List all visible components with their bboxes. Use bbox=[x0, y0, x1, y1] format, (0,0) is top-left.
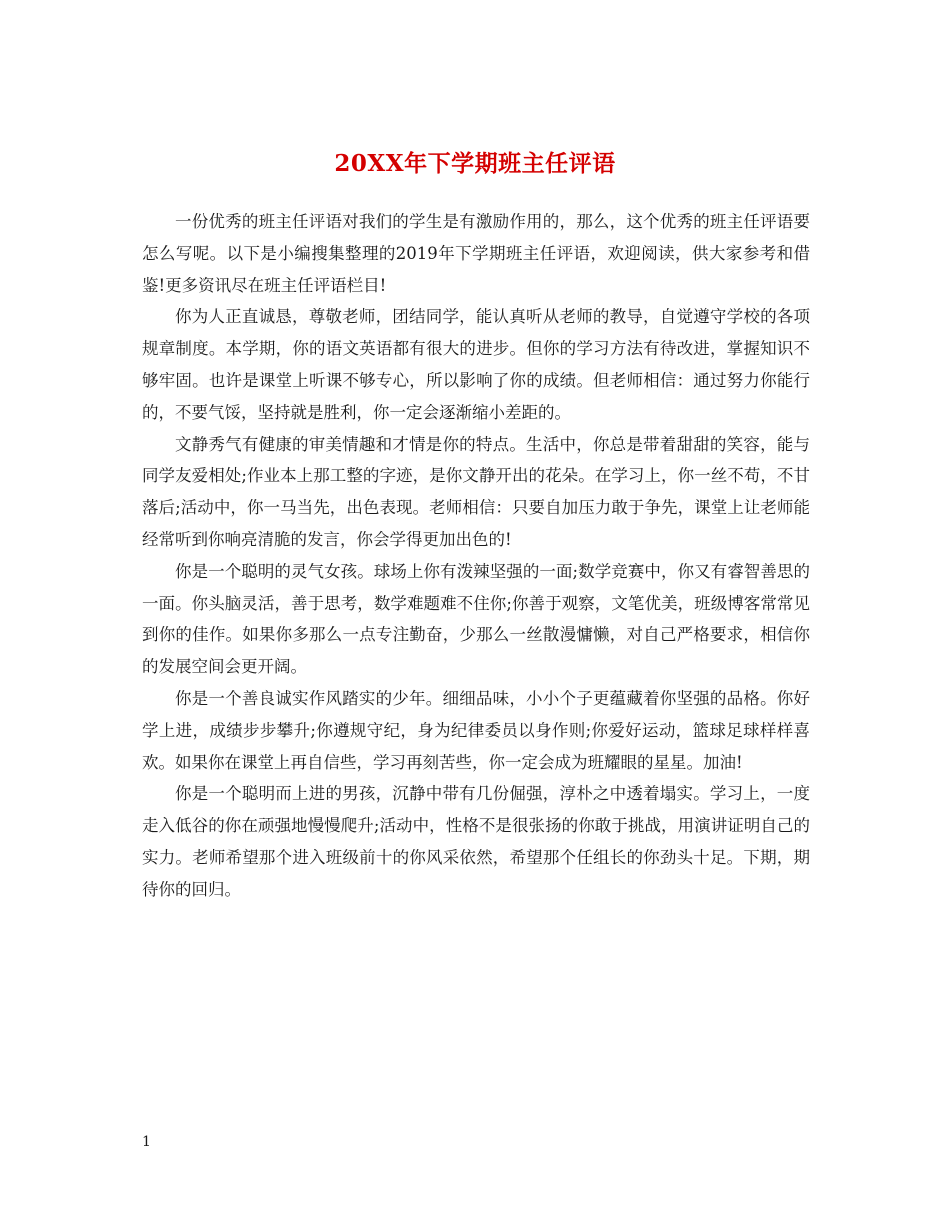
paragraph-comment-5: 你是一个聪明而上进的男孩，沉静中带有几份倔强，淳朴之中透着塌实。学习上，一度走入低谷的你在顽强地慢慢爬升;活动中，性格不是很张扬的你敢于挑战，用演讲证明自己的实力。老师希望那个进入班级前十的你风采依然，希望那个任组长的你劲头十足。下期，期待你的回归。 bbox=[142, 784, 810, 899]
paragraph-comment-1: 你为人正直诚恳，尊敬老师，团结同学，能认真听从老师的教导，自觉遵守学校的各项规章制度。本学期，你的语文英语都有很大的进步。但你的学习方法有待改进，掌握知识不够牢固。也许是课堂上听课不够专心，所以影响了你的成绩。但老师相信：通过努力你能行的，不要气馁，坚持就是胜利，你一定会逐渐缩小差距的。 bbox=[142, 307, 810, 422]
document-body bbox=[142, 206, 810, 906]
paragraph-intro: 一份优秀的班主任评语对我们的学生是有激励作用的，那么，这个优秀的班主任评语要怎么写呢。以下是小编搜集整理的2019年下学期班主任评语，欢迎阅读，供大家参考和借鉴!更多资讯尽在班主任评语栏目! bbox=[142, 212, 810, 295]
page-number: 1 bbox=[142, 1134, 151, 1150]
paragraph-comment-2: 文静秀气有健康的审美情趣和才情是你的特点。生活中，你总是带着甜甜的笑容，能与同学友爱相处;作业本上那工整的字迹，是你文静开出的花朵。在学习上，你一丝不苟，不甘落后;活动中，你一马当先，出色表现。老师相信：只要自加压力敢于争先，课堂上让老师能经常听到你响亮清脆的发言，你会学得更加出色的! bbox=[142, 434, 810, 549]
document-title: 20XX年下学期班主任评语 bbox=[334, 150, 616, 178]
paragraph-comment-3: 你是一个聪明的灵气女孩。球场上你有泼辣坚强的一面;数学竞赛中，你又有睿智善思的一面。你头脑灵活，善于思考，数学难题难不住你;你善于观察，文笔优美，班级博客常常见到你的佳作。如果你多那么一点专注勤奋，少那么一丝散漫慵懒，对自己严格要求，相信你的发展空间会更开阔。 bbox=[142, 561, 810, 677]
paragraph-comment-4: 你是一个善良诚实作风踏实的少年。细细品味，小小个子更蕴藏着你坚强的品格。你好学上进，成绩步步攀升;你遵规守纪，身为纪律委员以身作则;你爱好运动，篮球足球样样喜欢。如果你在课堂上再自信些，学习再刻苦些，你一定会成为班耀眼的星星。加油! bbox=[142, 688, 810, 772]
